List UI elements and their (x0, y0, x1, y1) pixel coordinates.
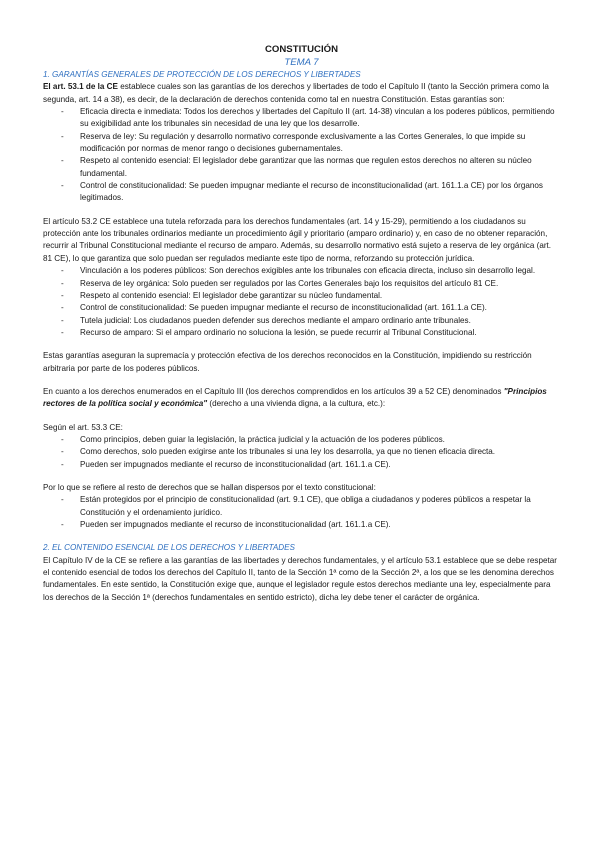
list-item: - Pueden ser impugnados mediante el recurso de inconstitucionalidad (art. 161.1.a CE). (43, 519, 560, 531)
list-item: - Como derechos, solo pueden exigirse ante los tribunales si una ley los desarrolla, ya que no tienen eficacia directa. (43, 446, 560, 458)
list-item: - Control de constitucionalidad: Se pueden impugnar mediante el recurso de inconstitucionalidad (art. 161.1.a CE). (43, 302, 560, 314)
list-item: - Vinculación a los poderes públicos: Son derechos exigibles ante los tribunales con eficacia directa, incluso sin desarrollo legal. (43, 265, 560, 277)
fundamental-rights-list (43, 265, 560, 339)
list-item: - Como principios, deben guiar la legislación, la práctica judicial y la actuación de los poderes públicos. (43, 434, 560, 446)
principles-title: "Principios rectores de la política social y económica" (43, 386, 547, 409)
document-page (43, 44, 560, 604)
paragraph-art-53-2: El artículo 53.2 CE establece una tutela reforzada para los derechos fundamentales (art. 14 y 15-29), permitiendo a los ciudadanos su protección ante los tribunales ordinarios mediante un procedimiento ágil y prioritario (amparo ordinario) y, en caso de no obtener reparación, recurrir al Tribunal Constitucional mediante el recurso de amparo. Además, su desarrollo normativo está sujeto a reserva de ley orgánica (art. 81 CE), lo que garantiza que solo puedan ser regulados mediante este tipo de norma, reforzando su protección jurídica. (43, 216, 552, 263)
paragraph-supremacy: Estas garantías aseguran la supremacía y protección efectiva de los derechos reconocidos en la Constitución, impidiendo su restricción arbitraria por parte de los poderes públicos. (43, 351, 532, 373)
list-item: - Pueden ser impugnados mediante el recurso de inconstitucionalidad (art. 161.1.a CE). (43, 459, 560, 471)
paragraph-other-rights: Por lo que se refiere al resto de derechos que se hallan dispersos por el texto constitucional: (43, 482, 376, 492)
other-rights-list (43, 494, 560, 531)
chapter-iii-examples: (derecho a una vivienda digna, a la cultura, etc.): (207, 399, 386, 409)
intro-text: establece cuales son las garantías de los derechos y libertades de todo el Capítulo II (tanto la Sección primera como la segunda, art. 14 a 38), es decir, de la declaración de derechos contenida como tal en nuestra Constitución. Estas garantías son: (43, 82, 549, 104)
principles-list (43, 434, 560, 471)
guarantees-list (43, 106, 560, 205)
document-subtitle: TEMA 7 (284, 57, 319, 68)
section-1-heading: 1. GARANTÍAS GENERALES DE PROTECCIÓN DE LOS DERECHOS Y LIBERTADES (43, 70, 361, 79)
document-title: CONSTITUCIÓN (264, 44, 339, 55)
intro-bold-lead: El art. 53.1 de la CE (43, 82, 118, 92)
section-2-heading: 2. EL CONTENIDO ESENCIAL DE LOS DERECHOS Y LIBERTADES (43, 543, 295, 553)
list-item: - Reserva de ley: Su regulación y desarrollo normativo corresponde exclusivamente a las Cortes Generales, lo que impide su modificación por normas de menor rango o decisiones gubernamentales. (43, 131, 560, 156)
section-1-intro (43, 81, 560, 106)
list-item: - Tutela judicial: Los ciudadanos pueden defender sus derechos mediante el amparo ordinario ante tribunales. (43, 315, 560, 327)
list-item: - Recurso de amparo: Si el amparo ordinario no soluciona la lesión, se puede recurrir al Tribunal Constitucional. (43, 327, 560, 339)
section-2-paragraph: El Capítulo IV de la CE se refiere a las garantías de las libertades y derechos fundamentales, y el artículo 53.1 establece que se debe respetar el contenido esencial de todos los derechos del Capítulo II, tanto de la Sección 1ª como de la Sección 2ª, a los que se les denomina derechos fundamentales. En este sentido, la Constitución exige que, aunque el legislador regule estos derechos mediante una ley, especialmente para los derechos de la Sección 1ª (derechos fundamentales en sentido estricto), dicha ley debe tener el carácter de orgánica. (43, 555, 557, 602)
chapter-iii-text: En cuanto a los derechos enumerados en el Capítulo III (los derechos comprendidos en los artículos 39 a 52 CE) denominados (43, 386, 504, 396)
list-item: - Están protegidos por el principio de constitucionalidad (art. 9.1 CE), que obliga a ciudadanos y poderes públicos a respetar la Constitución y el ordenamiento jurídico. (43, 494, 560, 519)
list-item: - Reserva de ley orgánica: Solo pueden ser regulados por las Cortes Generales bajo los requisitos del artículo 81 CE. (43, 278, 560, 290)
list-item: - Control de constitucionalidad: Se pueden impugnar mediante el recurso de inconstitucionalidad (art. 161.1.a CE) por los órganos legitimados. (43, 180, 560, 205)
list-item: - Eficacia directa e inmediata: Todos los derechos y libertades del Capítulo II (art. 14-38) vinculan a los poderes públicos, permitiendo su exigibilidad ante los tribunales sin necesidad de una ley que los desarrolle. (43, 106, 560, 131)
paragraph-art-53-3: Según el art. 53.3 CE: (43, 422, 123, 432)
list-item: - Respeto al contenido esencial: El legislador debe garantizar que las normas que regulen estos derechos no alteren su núcleo fundamental. (43, 155, 560, 180)
list-item: - Respeto al contenido esencial: El legislador debe garantizar su núcleo fundamental. (43, 290, 560, 302)
paragraph-chapter-iii (43, 386, 560, 411)
